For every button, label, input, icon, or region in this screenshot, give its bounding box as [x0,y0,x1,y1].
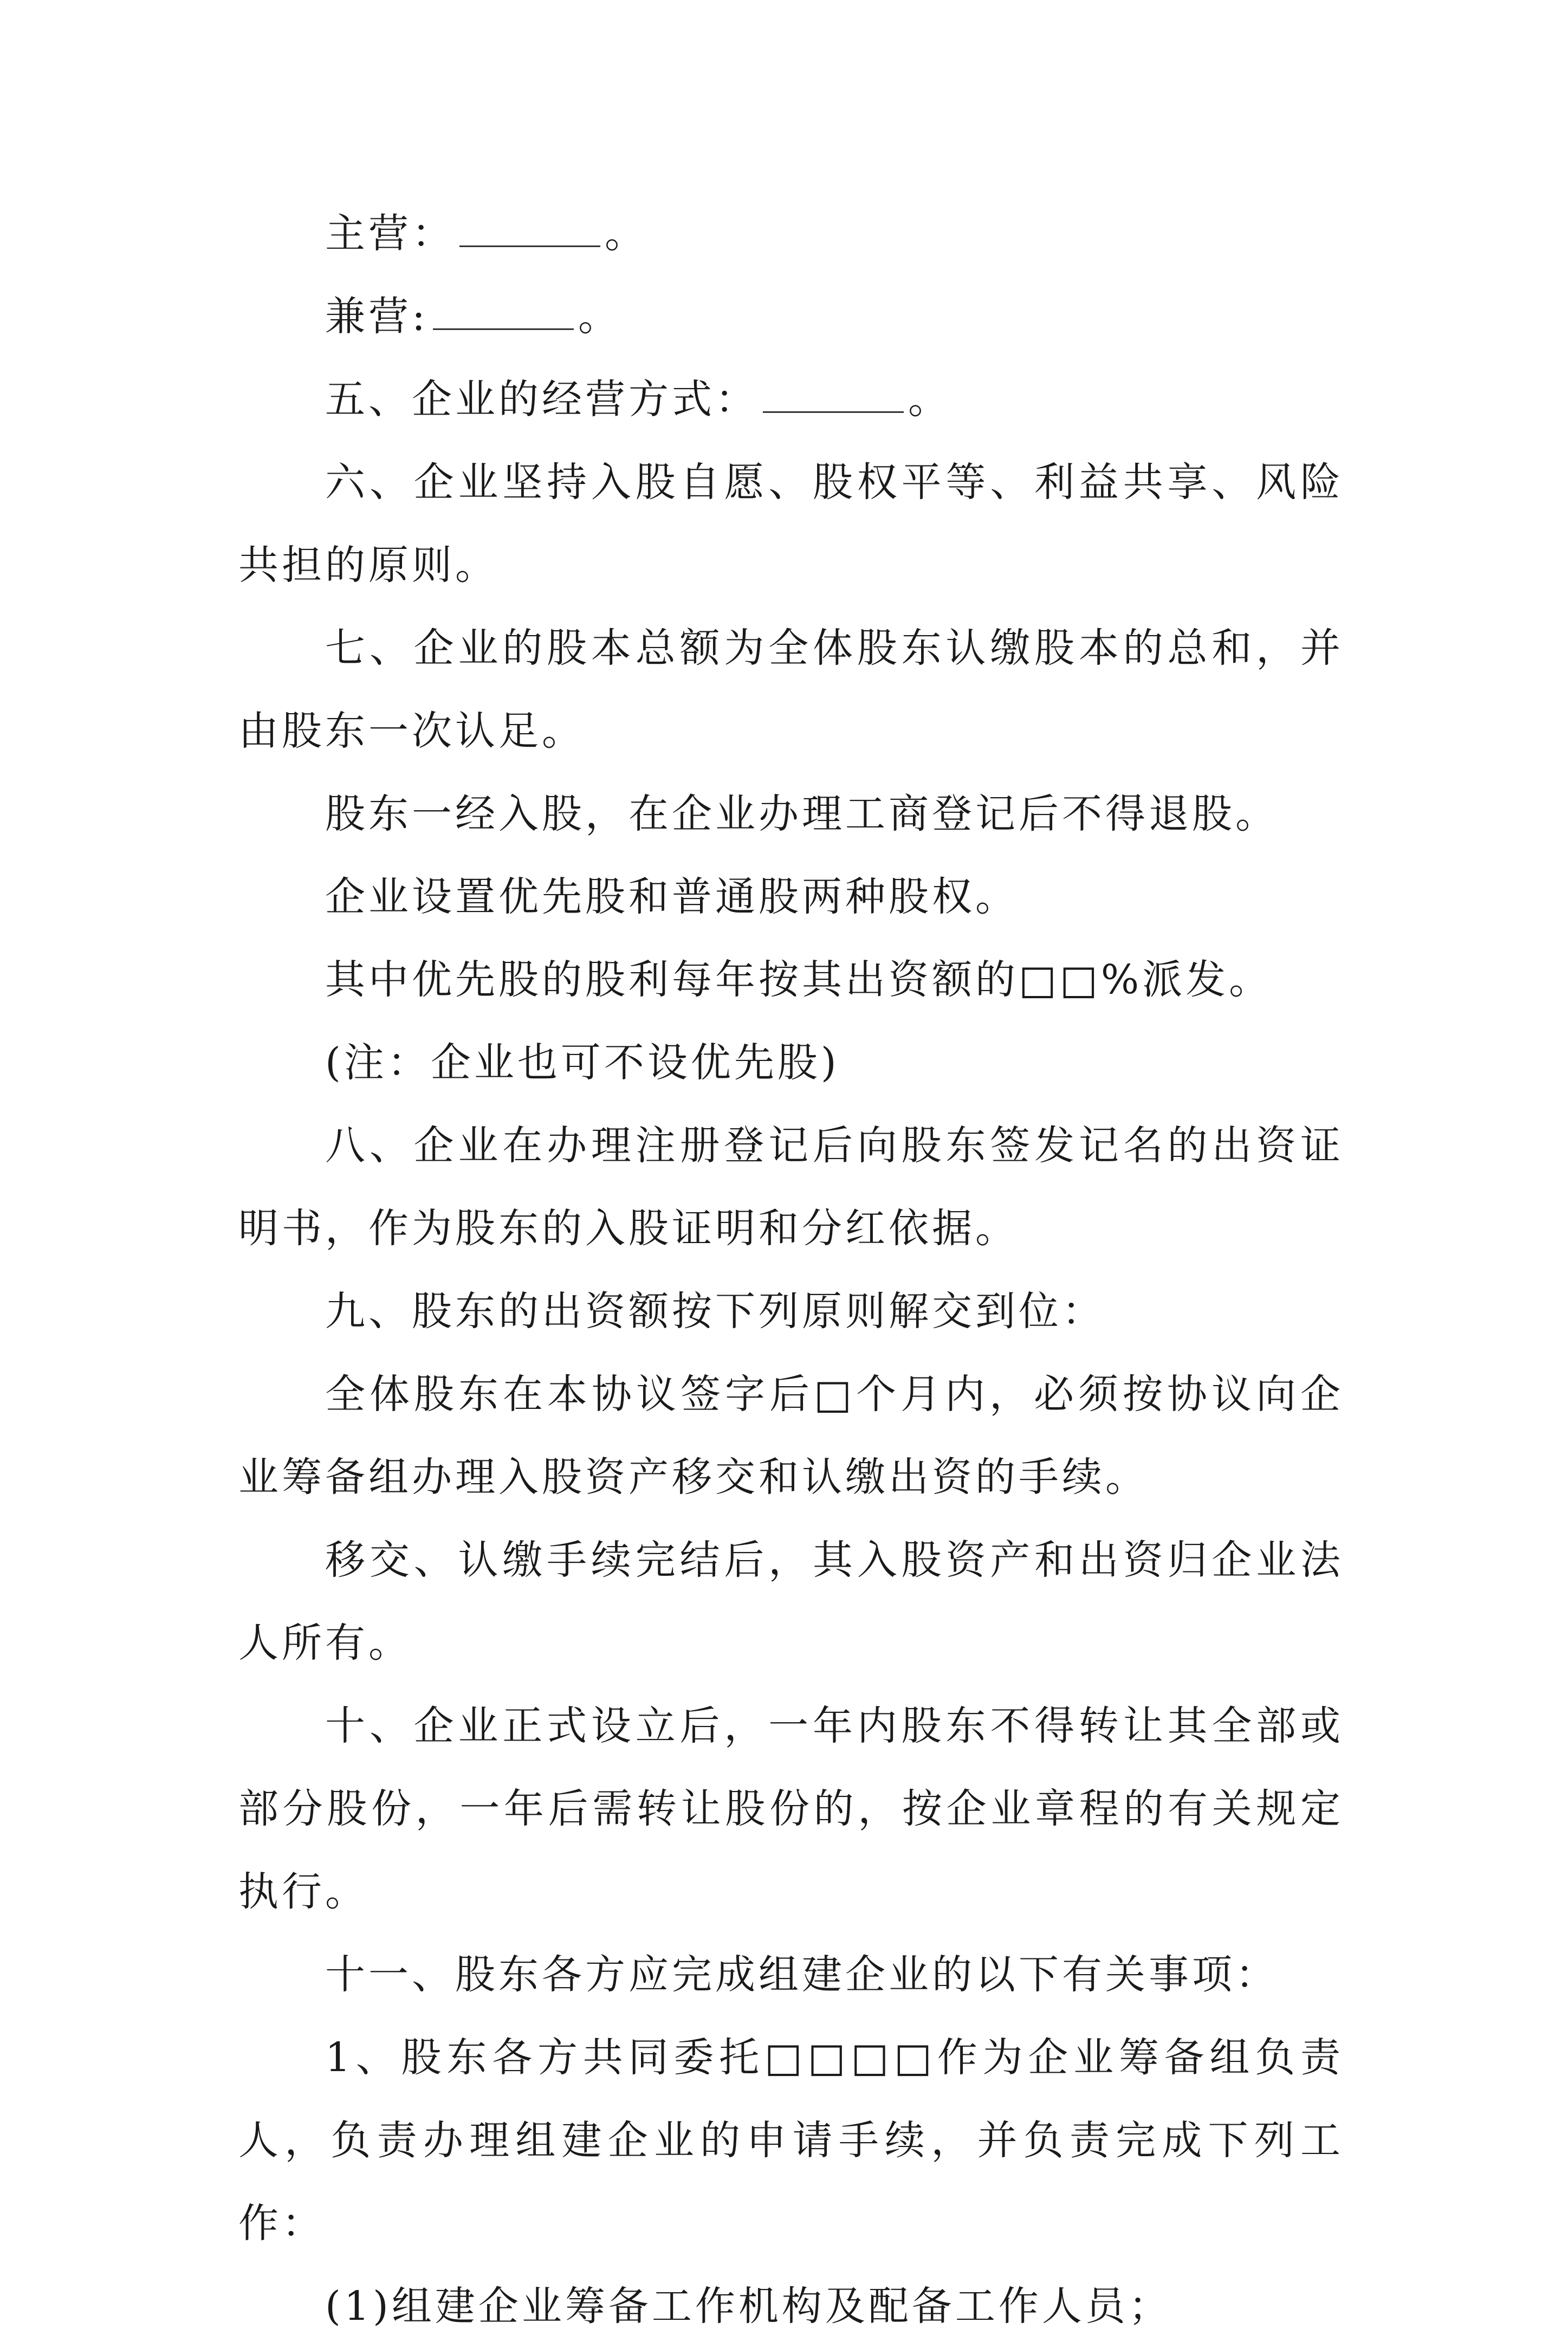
paragraph: 八、企业在办理注册登记后向股东签发记名的出资证明书，作为股东的入股证明和分红依据。 [238,1122,1344,1252]
paragraph: 六、企业坚持入股自愿、股权平等、利益共享、风险共担的原则。 [238,459,1344,588]
paragraph: 全体股东在本协议签字后□个月内，必须按协议向企业筹备组办理入股资产移交和认缴出资的手续。 [238,1371,1344,1500]
paragraph: 七、企业的股本总额为全体股东认缴股本的总和，并由股东一次认足。 [238,625,1344,754]
business-main-line [238,192,1344,275]
fill-in-blank [459,213,600,247]
paragraph: (注：企业也可不设优先股) [325,1039,840,1086]
fill-in-blank [763,379,904,413]
business-mode-line [238,358,1344,441]
paragraph: 移交、认缴手续完结后，其入股资产和出资归企业法人所有。 [238,1537,1344,1666]
fill-in-blank [433,296,574,330]
line-label: 兼营: [325,293,429,340]
line-label: 主营： [325,210,455,257]
line-suffix: 。 [605,210,648,257]
business-secondary-line [238,275,1344,358]
paragraph: 1、股东各方共同委托□□□□作为企业筹备组负责人，负责办理组建企业的申请手续，并负责完成下列工作： [238,2034,1344,2247]
paragraph: 其中优先股的股利每年按其出资额的□□%派发。 [325,956,1273,1003]
document-body [238,192,1344,2348]
line-suffix: 。 [908,376,951,423]
paragraph: 企业设置优先股和普通股两种股权。 [325,874,1019,920]
paragraph: (1)组建企业筹备工作机构及配备工作人员； [325,2283,1172,2330]
line-label: 五、企业的经营方式： [325,376,759,423]
line-suffix: 。 [578,293,621,340]
paragraph: 十、企业正式设立后，一年内股东不得转让其全部或部分股份，一年后需转让股份的，按企业章程的有关规定执行。 [238,1703,1344,1915]
paragraph: 十一、股东各方应完成组建企业的以下有关事项： [325,1951,1279,1998]
paragraph: 股东一经入股，在企业办理工商登记后不得退股。 [325,791,1279,837]
paragraph: 九、股东的出资额按下列原则解交到位： [325,1288,1105,1335]
